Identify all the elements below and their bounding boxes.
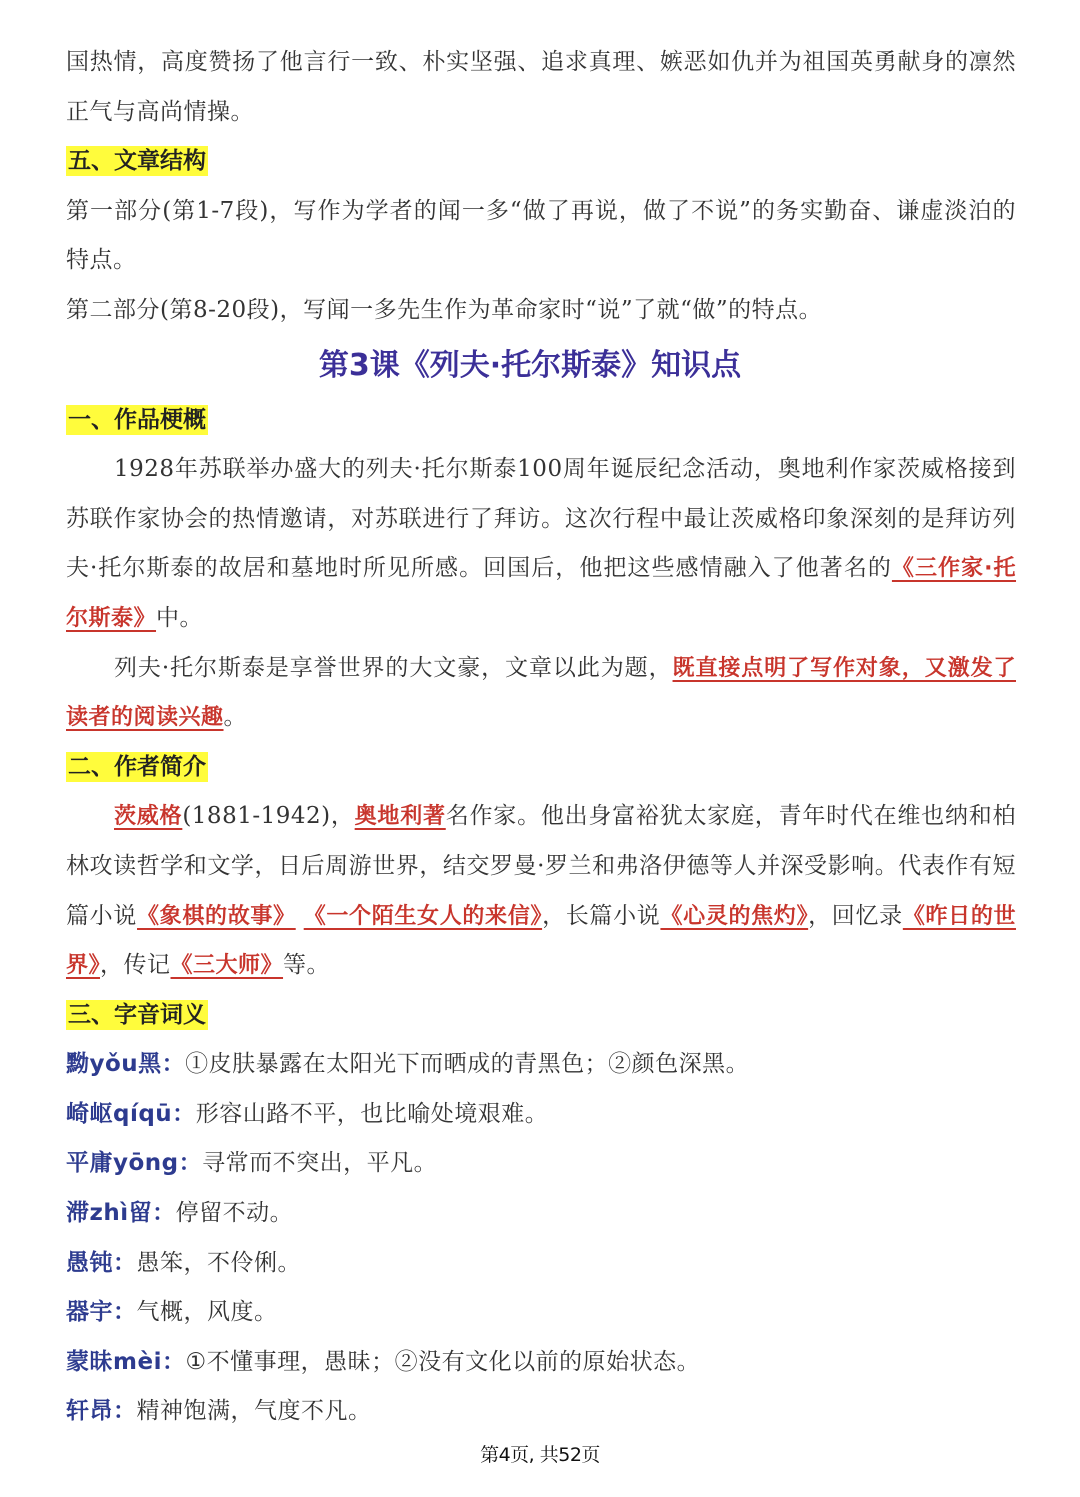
author-text: ，长篇小说 xyxy=(542,902,661,929)
vocab-item xyxy=(66,1288,1016,1338)
highlight-title-effect: 既直接点明了写作对象，又激发了读者的阅读兴趣 xyxy=(66,655,1016,731)
vocab-definition: 愚笨，不伶俐。 xyxy=(136,1249,301,1276)
vocab-term: 崎岖qíqū： xyxy=(66,1100,196,1127)
work-title: 《象棋的故事》 xyxy=(137,903,296,929)
vocab-item xyxy=(66,1090,1016,1140)
vocab-term: 器宇： xyxy=(66,1299,137,1326)
vocab-item xyxy=(66,1239,1016,1289)
work-separator xyxy=(296,903,304,929)
section-heading-vocab-label: 三、字音词义 xyxy=(68,1001,206,1028)
page-number: 第4页, 共52页 xyxy=(480,1444,600,1466)
overview-end-2: 。 xyxy=(223,704,248,731)
vocab-term: 黝yǒu黑： xyxy=(66,1051,186,1078)
vocab-term: 蒙昧mèi： xyxy=(66,1348,186,1375)
section-heading-overview xyxy=(66,396,1016,446)
section-heading-structure-label: 五、文章结构 xyxy=(68,148,206,175)
section-heading-vocab xyxy=(66,991,1016,1041)
vocab-definition: ①皮肤暴露在太阳光下而晒成的青黑色；②颜色深黑。 xyxy=(185,1051,750,1078)
vocab-term: 愚钝： xyxy=(66,1249,137,1276)
document-page xyxy=(66,38,1016,1437)
work-title: 《三大师》 xyxy=(170,953,284,979)
vocab-definition: 形容山路不平，也比喻处境艰难。 xyxy=(195,1100,549,1127)
work-title: 《昨日的世界》 xyxy=(66,903,1017,979)
vocab-list xyxy=(66,1040,1016,1437)
author-paragraph xyxy=(66,792,1016,990)
section-heading-structure xyxy=(66,137,1016,187)
author-country: 奥地利著 xyxy=(354,804,446,830)
author-bio: 名作家。他出身富裕犹太家庭，青年时代在维也纳和柏林攻读哲学和文学，日后周游世界，结交罗曼·罗兰和弗洛伊德等人并深受影响。代表作有短篇小说 xyxy=(66,803,1016,929)
intro-line-2: 的凛然正气与高尚情操。 xyxy=(66,49,1017,125)
overview-text-2: 列夫·托尔斯泰是享誉世界的大文豪，文章以此为题， xyxy=(114,654,673,681)
overview-end: 中。 xyxy=(156,604,204,631)
author-text: 等。 xyxy=(283,952,331,979)
highlight-work-title: 《三作家·托尔斯泰》 xyxy=(66,556,1017,631)
vocab-item xyxy=(66,1040,1016,1090)
author-years: (1881-1942)， xyxy=(182,803,355,830)
lesson-title: 第3课《列夫·托尔斯泰》知识点 xyxy=(318,347,742,383)
work-title: 《心灵的焦灼》 xyxy=(660,903,809,929)
author-name: 茨威格 xyxy=(114,804,183,830)
vocab-term: 平庸yōng： xyxy=(66,1150,203,1177)
vocab-item xyxy=(66,1189,1016,1239)
structure-part-2: 第二部分(第8-20段)，写闻一多先生作为革命家时“说”了就“做”的特点。 xyxy=(66,296,823,323)
overview-text: 1928年苏联举办盛大的列夫·托尔斯泰100周年诞辰纪念活动，奥地利作家茨威格接到苏联作家协会的热情邀请，对苏联进行了拜访。这次行程中最让茨威格印象深刻的是拜访列夫·托尔斯泰的故居和墓地时所见所感。回国后，他把这些感情融入了他著名的 xyxy=(66,456,1016,582)
work-title: 《一个陌生女人的来信》 xyxy=(303,903,543,929)
vocab-definition: 气概，风度。 xyxy=(136,1299,278,1326)
vocab-definition: ①不懂事理，愚昧；②没有文化以前的原始状态。 xyxy=(185,1348,701,1375)
vocab-term: 轩昂： xyxy=(66,1398,137,1425)
overview-paragraph-1 xyxy=(66,445,1016,643)
section-heading-overview-label: 一、作品梗概 xyxy=(68,406,206,433)
vocab-item xyxy=(66,1139,1016,1189)
section-heading-author xyxy=(66,743,1016,793)
structure-part-1: 第一部分(第1-7段)，写作为学者的闻一多“做了再说，做了不说”的务实勤奋、谦虚淡泊的特点。 xyxy=(66,197,1016,274)
section-heading-author-label: 二、作者简介 xyxy=(68,753,206,780)
author-text: ，回忆录 xyxy=(808,902,903,929)
vocab-definition: 精神饱满，气度不凡。 xyxy=(136,1398,372,1425)
vocab-item xyxy=(66,1387,1016,1437)
overview-paragraph-2 xyxy=(66,644,1016,743)
vocab-item xyxy=(66,1338,1016,1388)
vocab-term: 滞zhì留： xyxy=(66,1200,176,1227)
vocab-definition: 停留不动。 xyxy=(175,1200,294,1227)
author-text: ，传记 xyxy=(100,952,171,979)
intro-line-1: 国热情，高度赞扬了他言行一致、朴实坚强、追求真理、嫉恶如仇并为祖国英勇献身 xyxy=(66,49,945,75)
intro-paragraph xyxy=(66,38,1016,137)
vocab-definition: 寻常而不突出，平凡。 xyxy=(202,1150,438,1177)
